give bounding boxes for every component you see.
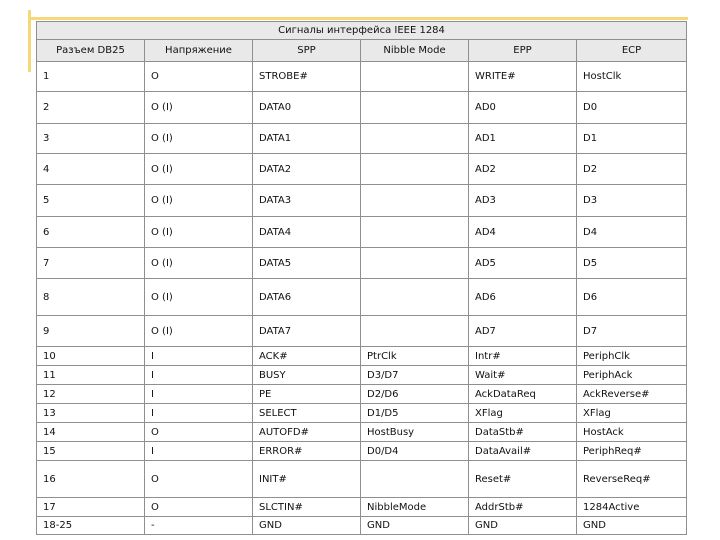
table-row [37, 385, 687, 404]
table-row [37, 217, 687, 248]
cell-pin: 16 [37, 461, 145, 498]
cell-pin: 10 [37, 347, 145, 366]
table-row [37, 517, 687, 535]
cell-spp: ACK# [253, 347, 361, 366]
cell-voltage: O (I) [145, 154, 253, 185]
table-title: Сигналы интерфейса IEEE 1284 [37, 22, 687, 40]
cell-pin: 5 [37, 185, 145, 217]
cell-voltage: O (I) [145, 279, 253, 316]
cell-pin: 2 [37, 92, 145, 124]
cell-spp: DATA4 [253, 217, 361, 248]
cell-ecp: D5 [577, 248, 687, 279]
cell-epp: Intr# [469, 347, 577, 366]
cell-nibble [361, 248, 469, 279]
cell-ecp: D2 [577, 154, 687, 185]
cell-pin: 13 [37, 404, 145, 423]
cell-spp: DATA2 [253, 154, 361, 185]
cell-nibble: D0/D4 [361, 442, 469, 461]
cell-spp: AUTOFD# [253, 423, 361, 442]
table-row [37, 62, 687, 92]
cell-epp: WRITE# [469, 62, 577, 92]
cell-epp: AD6 [469, 279, 577, 316]
cell-spp: INIT# [253, 461, 361, 498]
cell-pin: 3 [37, 124, 145, 154]
header-db25: Разъем DB25 [37, 40, 145, 62]
cell-spp: DATA7 [253, 316, 361, 347]
cell-voltage: I [145, 404, 253, 423]
cell-spp: SLCTIN# [253, 498, 361, 517]
table-row [37, 366, 687, 385]
cell-voltage: I [145, 385, 253, 404]
table-row [37, 347, 687, 366]
cell-epp: DataStb# [469, 423, 577, 442]
cell-ecp: D3 [577, 185, 687, 217]
cell-pin: 17 [37, 498, 145, 517]
cell-epp: AD5 [469, 248, 577, 279]
cell-nibble [361, 185, 469, 217]
cell-nibble [361, 316, 469, 347]
cell-spp: DATA6 [253, 279, 361, 316]
cell-ecp: D0 [577, 92, 687, 124]
cell-epp: XFlag [469, 404, 577, 423]
cell-spp: STROBE# [253, 62, 361, 92]
cell-voltage: O (I) [145, 92, 253, 124]
cell-pin: 14 [37, 423, 145, 442]
cell-ecp: GND [577, 517, 687, 535]
cell-ecp: PeriphReq# [577, 442, 687, 461]
cell-epp: AD2 [469, 154, 577, 185]
table-row [37, 498, 687, 517]
cell-spp: DATA3 [253, 185, 361, 217]
cell-ecp: D6 [577, 279, 687, 316]
cell-spp: DATA5 [253, 248, 361, 279]
cell-epp: Wait# [469, 366, 577, 385]
cell-nibble [361, 92, 469, 124]
cell-spp: PE [253, 385, 361, 404]
cell-nibble [361, 124, 469, 154]
cell-ecp: D7 [577, 316, 687, 347]
cell-pin: 15 [37, 442, 145, 461]
cell-pin: 4 [37, 154, 145, 185]
cell-epp: AD3 [469, 185, 577, 217]
cell-ecp: HostClk [577, 62, 687, 92]
cell-voltage: - [145, 517, 253, 535]
header-voltage: Напряжение [145, 40, 253, 62]
cell-epp: AddrStb# [469, 498, 577, 517]
cell-ecp: PeriphClk [577, 347, 687, 366]
cell-nibble: D2/D6 [361, 385, 469, 404]
cell-pin: 6 [37, 217, 145, 248]
cell-voltage: O (I) [145, 316, 253, 347]
cell-epp: GND [469, 517, 577, 535]
cell-pin: 11 [37, 366, 145, 385]
cell-voltage: O [145, 498, 253, 517]
cell-spp: ERROR# [253, 442, 361, 461]
cell-epp: AD0 [469, 92, 577, 124]
cell-nibble [361, 279, 469, 316]
cell-voltage: I [145, 442, 253, 461]
table-row [37, 124, 687, 154]
cell-voltage: O (I) [145, 217, 253, 248]
cell-nibble: PtrClk [361, 347, 469, 366]
cell-epp: AD1 [469, 124, 577, 154]
cell-ecp: HostAck [577, 423, 687, 442]
cell-pin: 1 [37, 62, 145, 92]
table-row [37, 316, 687, 347]
table-row [37, 461, 687, 498]
cell-voltage: O (I) [145, 248, 253, 279]
table-title-row [37, 22, 687, 40]
cell-epp: Reset# [469, 461, 577, 498]
cell-epp: AD4 [469, 217, 577, 248]
header-nibble-mode: Nibble Mode [361, 40, 469, 62]
cell-ecp: D1 [577, 124, 687, 154]
cell-voltage: I [145, 366, 253, 385]
cell-epp: DataAvail# [469, 442, 577, 461]
table-row [37, 404, 687, 423]
table-row [37, 185, 687, 217]
cell-pin: 9 [37, 316, 145, 347]
cell-spp: SELECT [253, 404, 361, 423]
table-row [37, 279, 687, 316]
ieee1284-signals-table [36, 21, 687, 535]
table-row [37, 154, 687, 185]
cell-voltage: O [145, 461, 253, 498]
cell-ecp: 1284Active [577, 498, 687, 517]
table-header-row [37, 40, 687, 62]
cell-nibble [361, 62, 469, 92]
cell-epp: AD7 [469, 316, 577, 347]
cell-pin: 7 [37, 248, 145, 279]
cell-nibble [361, 154, 469, 185]
header-ecp: ECP [577, 40, 687, 62]
cell-voltage: O (I) [145, 185, 253, 217]
cell-epp: AckDataReq [469, 385, 577, 404]
cell-ecp: AckReverse# [577, 385, 687, 404]
header-spp: SPP [253, 40, 361, 62]
cell-nibble: GND [361, 517, 469, 535]
cell-nibble: D3/D7 [361, 366, 469, 385]
cell-voltage: O (I) [145, 124, 253, 154]
table-body [37, 62, 687, 535]
cell-nibble: D1/D5 [361, 404, 469, 423]
table-row [37, 442, 687, 461]
cell-spp: DATA1 [253, 124, 361, 154]
cell-nibble [361, 461, 469, 498]
cell-spp: DATA0 [253, 92, 361, 124]
cell-voltage: I [145, 347, 253, 366]
header-epp: EPP [469, 40, 577, 62]
cell-nibble: HostBusy [361, 423, 469, 442]
cell-ecp: XFlag [577, 404, 687, 423]
cell-voltage: O [145, 423, 253, 442]
cell-voltage: O [145, 62, 253, 92]
cell-nibble [361, 217, 469, 248]
cell-ecp: PeriphAck [577, 366, 687, 385]
cell-pin: 18-25 [37, 517, 145, 535]
table-row [37, 92, 687, 124]
cell-pin: 8 [37, 279, 145, 316]
cell-ecp: D4 [577, 217, 687, 248]
table-row [37, 423, 687, 442]
cell-spp: BUSY [253, 366, 361, 385]
cell-nibble: NibbleMode [361, 498, 469, 517]
table-row [37, 248, 687, 279]
cell-ecp: ReverseReq# [577, 461, 687, 498]
decorative-horizontal-bar [28, 17, 688, 20]
cell-pin: 12 [37, 385, 145, 404]
cell-spp: GND [253, 517, 361, 535]
